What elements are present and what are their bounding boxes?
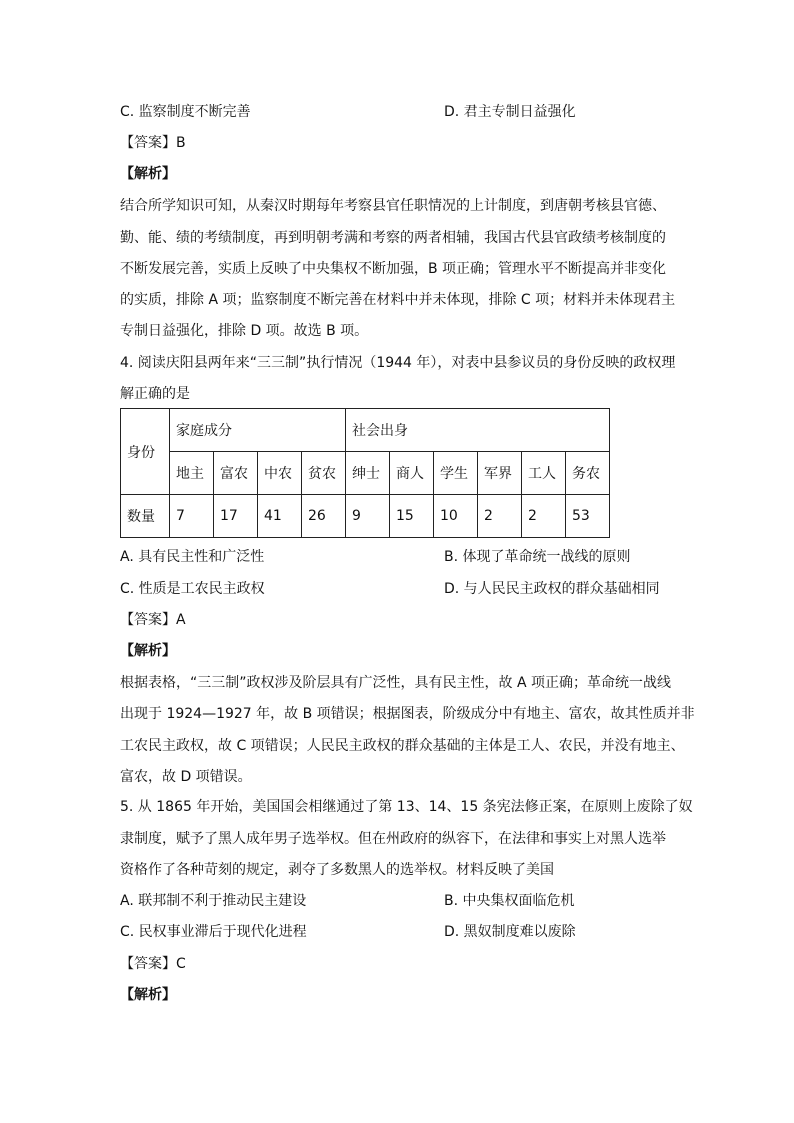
- q5-stem: 5. 从 1865 年开始，美国国会相继通过了第 13、14、15 条宪法修正案，在原则上废除了奴: [120, 799, 693, 815]
- prev-option-c: C. 监察制度不断完善: [120, 104, 251, 120]
- q5-option-b: B. 中央集权面临危机: [444, 893, 575, 909]
- q5-stem: 隶制度，赋予了黑人成年男子选举权。但在州政府的纵容下，在法律和事实上对黑人选举: [120, 831, 666, 847]
- table-cell: 2: [522, 495, 566, 538]
- table-cell: 10: [434, 495, 478, 538]
- table-cell: 26: [302, 495, 346, 538]
- table-column-header: 工人: [522, 452, 566, 495]
- q4-stem: 解正确的是: [120, 386, 190, 402]
- q4-analysis-line: 根据表格，“三三制”政权涉及阶层具有广泛性，具有民主性，故 A 项正确；革命统一战线: [120, 675, 671, 691]
- table-cell: 17: [214, 495, 258, 538]
- table-cell: 41: [258, 495, 302, 538]
- prev-analysis-line: 不断发展完善，实质上反映了中央集权不断加强，B 项正确；管理水平不断提高并非变化: [120, 261, 667, 277]
- table-count-label: 数量: [121, 495, 170, 538]
- q4-option-b: B. 体现了革命统一战线的原则: [444, 549, 631, 565]
- table-cell: 2: [478, 495, 522, 538]
- q4-analysis-line: 富农，故 D 项错误。: [120, 769, 252, 785]
- q5-answer: 【答案】C: [120, 956, 186, 972]
- table-cell: 9: [346, 495, 390, 538]
- q4-stem: 4. 阅读庆阳县两年来“三三制”执行情况（1944 年），对表中县参议员的身份反映的政权理: [120, 355, 676, 371]
- table-row-header: 身份: [121, 409, 170, 495]
- table-cell: 7: [170, 495, 214, 538]
- table-column-header: 富农: [214, 452, 258, 495]
- q5-stem: 资格作了各种苛刻的规定，剥夺了多数黑人的选举权。材料反映了美国: [120, 862, 554, 878]
- q4-answer: 【答案】A: [120, 612, 186, 628]
- table-column-header: 务农: [566, 452, 610, 495]
- q4-option-d: D. 与人民民主政权的群众基础相同: [444, 581, 660, 597]
- prev-analysis-line: 勤、能、绩的考绩制度，再到明朝考满和考察的两者相辅，我国古代县官政绩考核制度的: [120, 230, 666, 246]
- prev-option-d: D. 君主专制日益强化: [444, 104, 576, 120]
- q4-option-a: A. 具有民主性和广泛性: [120, 549, 265, 565]
- q4-option-c: C. 性质是工农民主政权: [120, 581, 265, 597]
- table-group-family: 家庭成分: [170, 409, 346, 452]
- prev-analysis-line: 专制日益强化，排除 D 项。故选 B 项。: [120, 323, 369, 339]
- q4-analysis-line: 出现于 1924—1927 年，故 B 项错误；根据图表，阶级成分中有地主、富农，故其性质并非: [120, 706, 695, 722]
- table-column-header: 绅士: [346, 452, 390, 495]
- prev-analysis-line: 结合所学知识可知，从秦汉时期每年考察县官任职情况的上计制度，到唐朝考核县官德、: [120, 198, 666, 214]
- prev-analysis-label: 【解析】: [120, 166, 176, 182]
- prev-analysis-line: 的实质，排除 A 项；监察制度不断完善在材料中并未体现，排除 C 项；材料并未体现君主: [120, 292, 676, 308]
- table-column-header: 中农: [258, 452, 302, 495]
- q4-analysis-label: 【解析】: [120, 643, 176, 659]
- table-cell: 15: [390, 495, 434, 538]
- table-group-social: 社会出身: [346, 409, 610, 452]
- q5-option-d: D. 黑奴制度难以废除: [444, 924, 576, 940]
- prev-answer: 【答案】B: [120, 135, 186, 151]
- q4-table: [120, 408, 610, 538]
- q4-analysis-line: 工农民主政权，故 C 项错误；人民民主政权的群众基础的主体是工人、农民，并没有地主、: [120, 738, 685, 754]
- table-column-header: 地主: [170, 452, 214, 495]
- table-column-header: 学生: [434, 452, 478, 495]
- table-column-header: 军界: [478, 452, 522, 495]
- q5-analysis-label: 【解析】: [120, 987, 176, 1003]
- q5-option-c: C. 民权事业滞后于现代化进程: [120, 924, 307, 940]
- table-cell: 53: [566, 495, 610, 538]
- table-column-header: 贫农: [302, 452, 346, 495]
- table-column-header: 商人: [390, 452, 434, 495]
- q5-option-a: A. 联邦制不利于推动民主建设: [120, 893, 307, 909]
